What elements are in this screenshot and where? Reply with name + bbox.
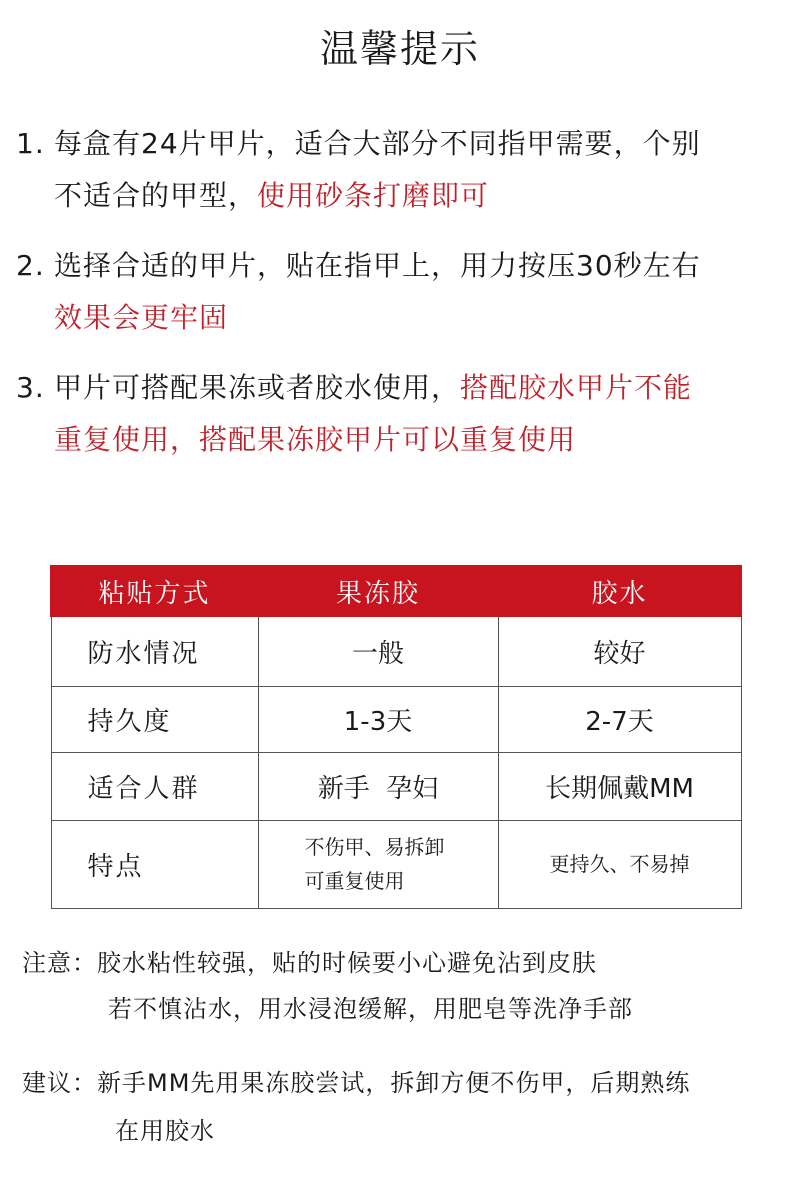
tip-highlight: 重复使用，搭配果冻胶甲片可以重复使用 xyxy=(54,423,577,456)
tip-highlight: 使用砂条打磨即可 xyxy=(257,179,490,212)
advice-line-1: 建议：新手MM先用果冻胶尝试，拆卸方便不伤甲，后期熟练 xyxy=(22,1069,691,1097)
tip-text: 不适合的甲型， xyxy=(54,179,258,212)
table-cell: 一般 xyxy=(258,616,498,686)
page-title: 温馨提示 xyxy=(319,27,480,71)
comparison-table xyxy=(50,565,742,909)
notice-line-2: 若不慎沾水，用水浸泡缓解，用肥皂等洗净手部 xyxy=(108,995,633,1023)
advice-line-2: 在用胶水 xyxy=(115,1117,215,1145)
tip-number: 3. xyxy=(16,371,45,404)
cell-line: 可重复使用 xyxy=(304,869,405,893)
table-header-cell: 粘贴方式 xyxy=(51,566,258,616)
row-label: 特点 xyxy=(51,820,258,908)
notice-line-1: 注意：胶水粘性较强，贴的时候要小心避免沾到皮肤 xyxy=(22,949,597,977)
tip-2 xyxy=(16,240,791,344)
tip-line: 每盒有24片甲片，适合大部分不同指甲需要，个别 xyxy=(54,127,701,160)
table-cell: 2-7天 xyxy=(498,686,741,752)
tip-line: 选择合适的甲片，贴在指甲上，用力按压30秒左右 xyxy=(54,249,701,282)
tip-1 xyxy=(16,118,791,222)
row-label: 持久度 xyxy=(51,686,258,752)
tip-number: 1. xyxy=(16,127,45,160)
tip-highlight: 效果会更牢固 xyxy=(54,301,229,334)
table-row xyxy=(51,686,741,752)
tip-line xyxy=(54,170,791,222)
table-cell: 更持久、不易掉 xyxy=(498,820,741,908)
table-row xyxy=(51,752,741,820)
row-label: 适合人群 xyxy=(51,752,258,820)
table-cell: 1-3天 xyxy=(258,686,498,752)
table-cell xyxy=(258,820,498,908)
cell-line: 不伤甲、易拆卸 xyxy=(304,835,445,859)
tip-number: 2. xyxy=(16,249,45,282)
tip-text: 甲片可搭配果冻或者胶水使用， xyxy=(54,371,461,404)
tip-3 xyxy=(16,362,791,466)
table-cell: 长期佩戴MM xyxy=(498,752,741,820)
row-label: 防水情况 xyxy=(51,616,258,686)
table-header-row xyxy=(51,566,741,616)
table-header-cell: 果冻胶 xyxy=(258,566,498,616)
tip-line xyxy=(54,362,791,414)
table-cell: 较好 xyxy=(498,616,741,686)
table-row xyxy=(51,616,741,686)
tips-list xyxy=(16,118,791,484)
tip-highlight: 搭配胶水甲片不能 xyxy=(460,371,693,404)
table-cell: 新手 孕妇 xyxy=(258,752,498,820)
table-row xyxy=(51,820,741,908)
table-header-cell: 胶水 xyxy=(498,566,741,616)
